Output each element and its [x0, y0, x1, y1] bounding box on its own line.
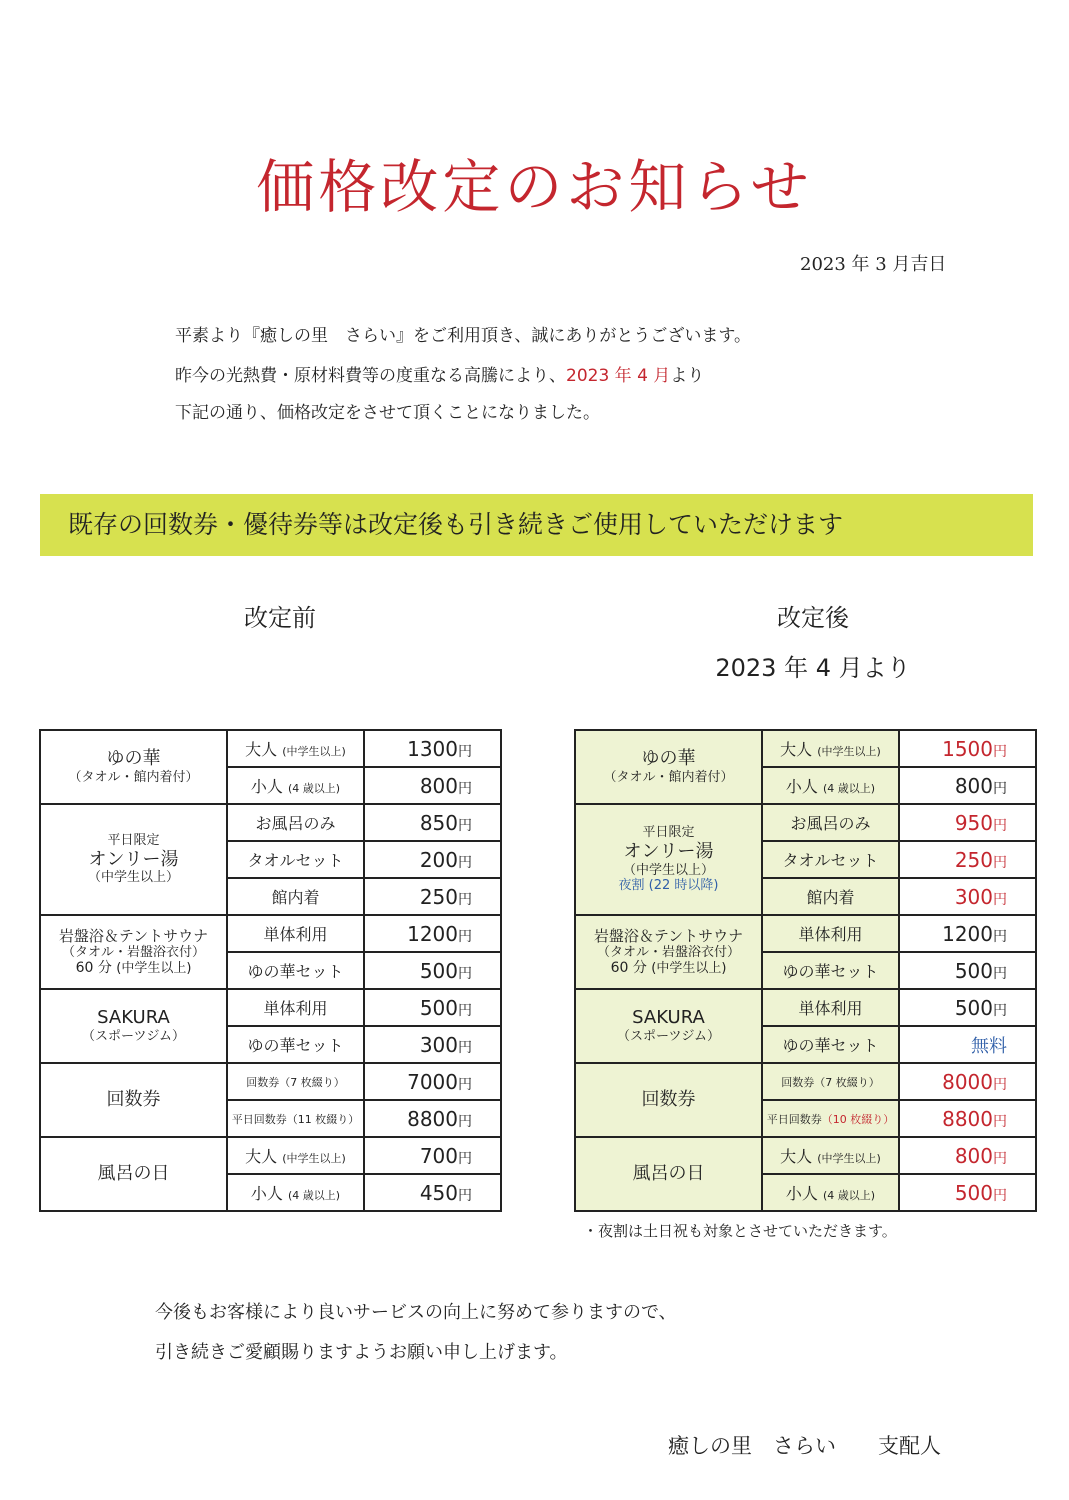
intro-line-2 — [175, 366, 704, 386]
row-label: ゆの華セット — [227, 952, 364, 989]
table-row — [40, 989, 501, 1026]
ticket-notice-banner: 既存の回数券・優待券等は改定後も引き続きご使用していただけます — [40, 494, 1033, 556]
table-row — [40, 1137, 501, 1174]
row-price: 1200円 — [364, 915, 501, 952]
night-discount-label: 夜割 (22 時以降) — [618, 878, 719, 894]
table-row — [40, 915, 501, 952]
group-kaisuu — [40, 1063, 227, 1137]
table-row — [575, 1063, 1036, 1100]
row-price: 950円 — [899, 804, 1036, 841]
row-label: 平日回数券（10 枚綴り） — [762, 1100, 899, 1137]
row-price: 1300円 — [364, 730, 501, 767]
group-sub: （中学生以上） — [622, 862, 714, 878]
table-row — [575, 989, 1036, 1026]
group-name: SAKURA — [97, 1007, 170, 1029]
row-label: 単体利用 — [227, 989, 364, 1026]
group-ganban: 岩盤浴＆テントサウナ （タオル・岩盤浴衣付） 60 分 (中学生以上) — [40, 915, 227, 989]
group-ganban: 岩盤浴＆テントサウナ （タオル・岩盤浴衣付） 60 分 (中学生以上) — [575, 915, 762, 989]
group-name: ゆの華 — [106, 748, 161, 770]
group-only — [40, 804, 227, 915]
row-price: 800円 — [899, 767, 1036, 804]
row-label: 単体利用 — [227, 915, 364, 952]
after-heading: 改定後 — [777, 604, 849, 632]
row-label: 館内着 — [227, 878, 364, 915]
closing-line-1: 今後もお客様により良いサービスの向上に努めて参りますので、 — [155, 1302, 677, 1323]
group-yunohana — [575, 730, 762, 804]
group-name: 回数券 — [641, 1089, 696, 1111]
table-row — [575, 915, 1036, 952]
row-label: お風呂のみ — [227, 804, 364, 841]
row-price: 7000円 — [364, 1063, 501, 1100]
row-label: 回数券（7 枚綴り） — [762, 1063, 899, 1100]
row-price: 200円 — [364, 841, 501, 878]
row-label: 大人 (中学生以上) — [227, 1137, 364, 1174]
row-price-free: 無料 — [899, 1026, 1036, 1063]
price-table-after — [574, 729, 1037, 1212]
row-label: 小人 (4 歳以上) — [227, 1174, 364, 1211]
row-price: 500円 — [364, 952, 501, 989]
row-label: タオルセット — [762, 841, 899, 878]
row-label: 館内着 — [762, 878, 899, 915]
row-price: 700円 — [364, 1137, 501, 1174]
row-price: 1500円 — [899, 730, 1036, 767]
table-row — [575, 730, 1036, 767]
group-sub: （スポーツジム） — [617, 1029, 720, 1044]
row-label: ゆの華セット — [227, 1026, 364, 1063]
group-sakura — [575, 989, 762, 1063]
row-label: 回数券（7 枚綴り） — [227, 1063, 364, 1100]
row-price: 500円 — [899, 1174, 1036, 1211]
row-price: 8000円 — [899, 1063, 1036, 1100]
row-price: 450円 — [364, 1174, 501, 1211]
row-label: 大人 (中学生以上) — [227, 730, 364, 767]
row-price: 1200円 — [899, 915, 1036, 952]
row-label: 平日回数券（11 枚綴り） — [227, 1100, 364, 1137]
table-row — [575, 1137, 1036, 1174]
table-row — [575, 804, 1036, 841]
group-name: 風呂の日 — [632, 1163, 705, 1185]
row-label: 大人 (中学生以上) — [762, 1137, 899, 1174]
row-label: 小人 (4 歳以上) — [227, 767, 364, 804]
after-subheading: 2023 年 4 月より — [715, 654, 911, 682]
row-price: 850円 — [364, 804, 501, 841]
group-name: SAKURA — [632, 1007, 705, 1029]
row-price: 500円 — [364, 989, 501, 1026]
group-name: オンリー湯 — [623, 840, 714, 862]
group-kaisuu — [575, 1063, 762, 1137]
table-row — [40, 1063, 501, 1100]
row-price: 500円 — [899, 989, 1036, 1026]
row-price: 300円 — [899, 878, 1036, 915]
intro-line-3: 下記の通り、価格改定をさせて頂くことになりました。 — [175, 403, 600, 423]
group-sub: （タオル・岩盤浴衣付） — [596, 944, 740, 960]
group-top: 平日限定 — [107, 833, 160, 849]
issue-date: 2023 年 3 月吉日 — [800, 254, 947, 275]
group-sub: （スポーツジム） — [82, 1029, 185, 1044]
row-price: 800円 — [364, 767, 501, 804]
intro-line-2-a: 昨今の光熱費・原材料費等の度重なる高騰により、 — [175, 366, 566, 386]
row-price: 300円 — [364, 1026, 501, 1063]
group-furo — [575, 1137, 762, 1211]
group-sakura — [40, 989, 227, 1063]
row-label: ゆの華セット — [762, 952, 899, 989]
group-name: 回数券 — [106, 1089, 161, 1111]
row-price: 8800円 — [364, 1100, 501, 1137]
group-name: 岩盤浴＆テントサウナ — [58, 926, 209, 945]
group-furo — [40, 1137, 227, 1211]
table-row — [40, 804, 501, 841]
intro-line-2-c: より — [670, 366, 705, 386]
row-price: 800円 — [899, 1137, 1036, 1174]
closing-line-2: 引き続きご愛顧賜りますようお願い申し上げます。 — [155, 1342, 568, 1363]
row-label: ゆの華セット — [762, 1026, 899, 1063]
group-name: ゆの華 — [641, 748, 696, 770]
row-label: 小人 (4 歳以上) — [762, 1174, 899, 1211]
group-top: 平日限定 — [642, 825, 695, 841]
page-title: 価格改定のお知らせ — [256, 153, 813, 221]
row-price: 500円 — [899, 952, 1036, 989]
group-yunohana — [40, 730, 227, 804]
signature: 癒しの里 さらい 支配人 — [668, 1434, 941, 1458]
group-name: 岩盤浴＆テントサウナ — [593, 926, 744, 945]
row-price: 250円 — [364, 878, 501, 915]
row-price: 8800円 — [899, 1100, 1036, 1137]
group-sub: （中学生以上） — [87, 870, 179, 886]
group-name: 風呂の日 — [97, 1163, 170, 1185]
row-label: お風呂のみ — [762, 804, 899, 841]
row-price: 250円 — [899, 841, 1036, 878]
row-label: 単体利用 — [762, 915, 899, 952]
price-table-before — [39, 729, 502, 1212]
intro-line-1: 平素より『癒しの里 さらい』をご利用頂き、誠にありがとうございます。 — [175, 326, 751, 346]
row-label: 単体利用 — [762, 989, 899, 1026]
group-sub: （タオル・館内着付） — [68, 770, 199, 785]
row-label: 小人 (4 歳以上) — [762, 767, 899, 804]
group-only — [575, 804, 762, 915]
group-name: オンリー湯 — [88, 848, 179, 870]
group-sub: （タオル・岩盤浴衣付） — [61, 944, 205, 960]
night-discount-note: ・夜割は土日祝も対象とさせていただきます。 — [583, 1222, 897, 1240]
before-heading: 改定前 — [244, 604, 316, 632]
table-row — [40, 730, 501, 767]
group-sub: （タオル・館内着付） — [603, 770, 734, 785]
intro-date-highlight: 2023 年 4 月 — [566, 366, 671, 386]
row-label: 大人 (中学生以上) — [762, 730, 899, 767]
row-label: タオルセット — [227, 841, 364, 878]
